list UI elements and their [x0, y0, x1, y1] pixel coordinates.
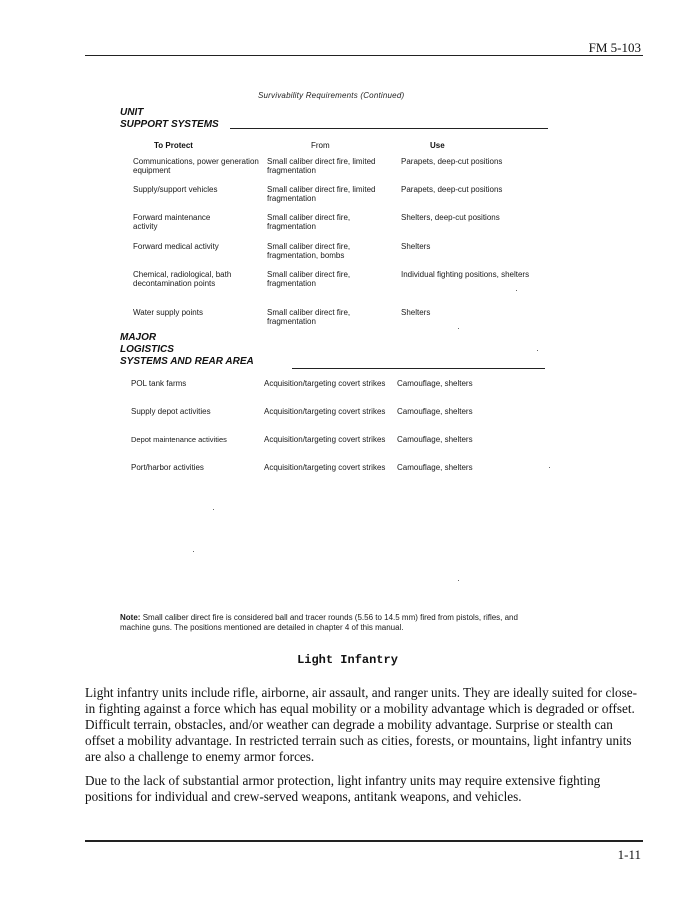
cell-from: Acquisition/targeting covert strikes: [264, 407, 386, 416]
column-header-use: Use: [430, 141, 445, 150]
cell-use: Camouflage, shelters: [397, 407, 473, 416]
cell-to-protect: Water supply points: [133, 308, 203, 317]
cell-use: Shelters: [401, 242, 431, 251]
cell-to-protect: Forward medical activity: [133, 242, 219, 251]
column-header-to-protect: To Protect: [154, 141, 193, 150]
cell-from: Acquisition/targeting covert strikes: [264, 463, 386, 472]
cell-use: Camouflage, shelters: [397, 435, 473, 444]
cell-use: Parapets, deep-cut positions: [401, 185, 503, 194]
cell-to-protect: Depot maintenance activities: [131, 435, 227, 444]
cell-use: Individual fighting positions, shelters: [401, 270, 530, 279]
section-underline: [292, 368, 545, 369]
table-caption: Survivability Requirements (Continued): [258, 91, 405, 100]
section-title-unit-support: [120, 107, 219, 131]
section-title-line: SYSTEMS AND REAR AREA: [120, 356, 254, 367]
cell-use: Parapets, deep-cut positions: [401, 157, 503, 166]
cell-to-protect: Forward maintenance activity: [133, 213, 211, 231]
section-title-line: SUPPORT SYSTEMS: [120, 119, 219, 130]
column-header-from: From: [311, 141, 330, 150]
section-title-line: UNIT: [120, 107, 144, 118]
cell-use: Shelters, deep-cut positions: [401, 213, 500, 222]
scan-speck: [549, 467, 550, 468]
section-title-line: LOGISTICS: [120, 344, 174, 355]
cell-to-protect: POL tank farms: [131, 379, 187, 388]
cell-from: Small caliber direct fire, limited fragmentation: [267, 157, 376, 175]
section-underline: [230, 128, 548, 129]
footer-rule: [85, 840, 643, 842]
cell-use: Camouflage, shelters: [397, 463, 473, 472]
body-paragraph: Light infantry units include rifle, airborne, air assault, and ranger units. They are ideally suited for close-in fighting against a force which has equal mobility or a mobility advantage which is degraded or offset. Difficult terrain, obstacles, and/or weather can degrade a mobility advantage. Surprise or stealth can offset a mobility advantage. In restricted terrain such as cities, forests, or mountains, light infantry units are also a challenge to enemy armor forces.: [85, 685, 637, 764]
note-label: Note:: [120, 613, 141, 622]
cell-from: Small caliber direct fire, fragmentation, bombs: [267, 242, 351, 260]
body-paragraph: Due to the lack of substantial armor protection, light infantry units may require extensive fighting positions for individual and crew-served weapons, antitank weapons, and vehicles.: [85, 773, 601, 804]
section-title-major-logistics: [120, 332, 254, 368]
scan-speck: [213, 509, 214, 510]
cell-use: Camouflage, shelters: [397, 379, 473, 388]
scan-speck: [537, 350, 538, 351]
table-note: [120, 613, 550, 633]
page-number: 1-11: [617, 847, 641, 862]
cell-use: Shelters: [401, 308, 431, 317]
header-rule: [85, 55, 643, 56]
cell-from: Small caliber direct fire, fragmentation: [267, 213, 351, 231]
document-reference: FM 5-103: [588, 40, 641, 55]
scan-speck: [516, 290, 517, 291]
cell-from: Acquisition/targeting covert strikes: [264, 379, 386, 388]
cell-from: Small caliber direct fire, fragmentation: [267, 270, 351, 288]
section-heading: Light Infantry: [297, 653, 398, 667]
scan-speck: [458, 328, 459, 329]
cell-from: Small caliber direct fire, limited fragmentation: [267, 185, 376, 203]
scan-speck: [458, 580, 459, 581]
scan-speck: [193, 551, 194, 552]
cell-to-protect: Port/harbor activities: [131, 463, 204, 472]
cell-to-protect: Supply/support vehicles: [133, 185, 218, 194]
note-text: Small caliber direct fire is considered ball and tracer rounds (5.56 to 14.5 mm) fired from pistols, rifles, and machine guns. The positions mentioned are detailed in chapter 4 of this manual.: [120, 613, 518, 632]
cell-from: Acquisition/targeting covert strikes: [264, 435, 386, 444]
cell-from: Small caliber direct fire, fragmentation: [267, 308, 351, 326]
cell-to-protect: Communications, power generation equipment: [133, 157, 259, 175]
cell-to-protect: Chemical, radiological, bath decontamination points: [133, 270, 232, 288]
cell-to-protect: Supply depot activities: [131, 407, 211, 416]
section-title-line: MAJOR: [120, 332, 157, 343]
